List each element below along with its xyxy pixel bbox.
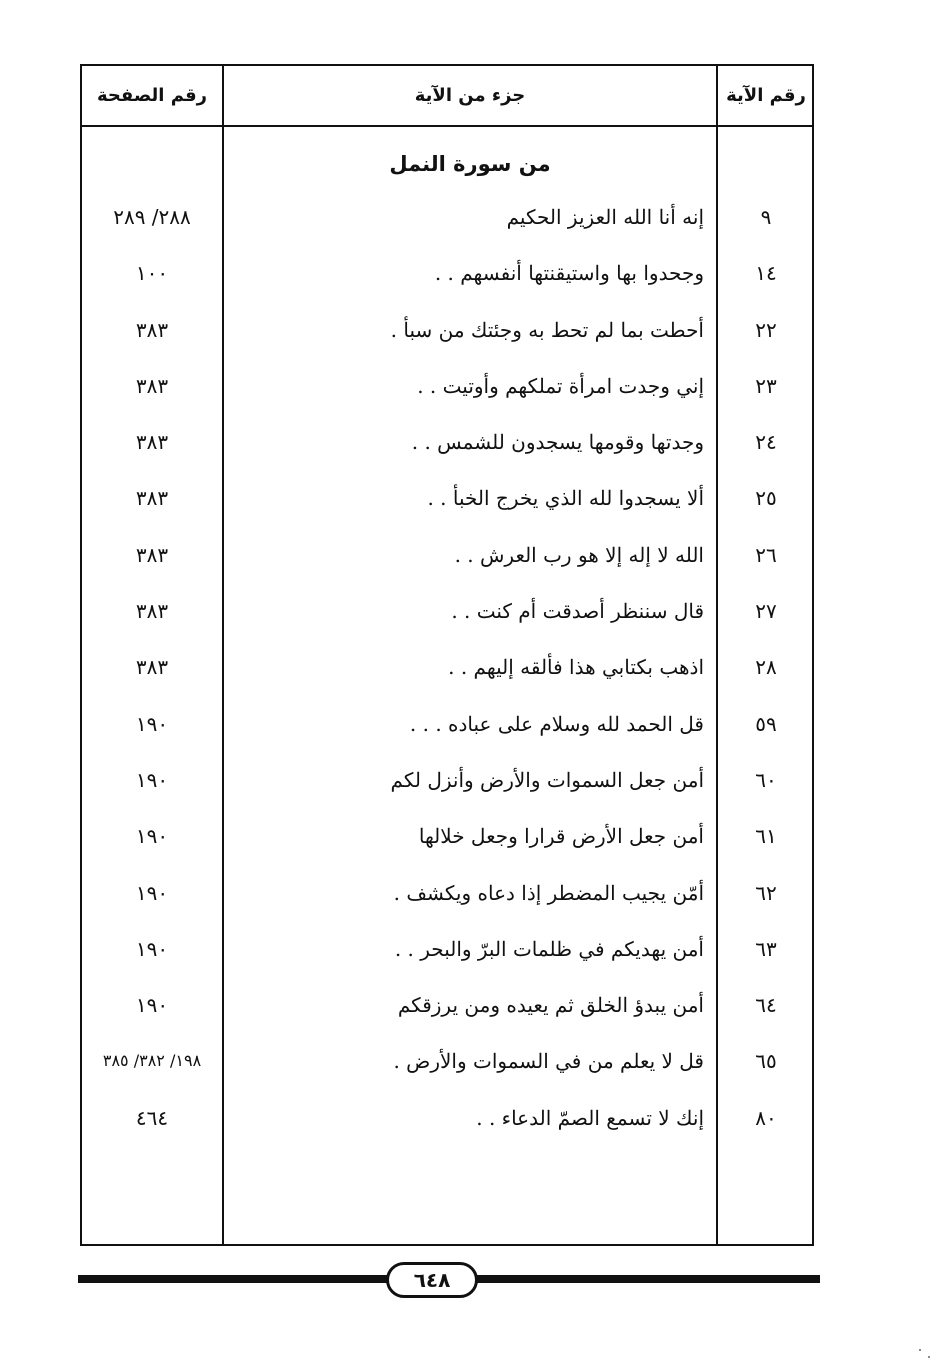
ayah-number: ٢٧ <box>755 599 777 624</box>
table-row <box>82 470 812 526</box>
ayah-number: ٦٤ <box>755 993 777 1018</box>
header-ayah-number: رقم الآية <box>726 85 806 106</box>
ayah-number: ١٤ <box>755 261 777 286</box>
ayah-number: ٢٣ <box>755 373 777 398</box>
ayah-number: ٢٦ <box>755 542 777 567</box>
ayah-number: ٦١ <box>755 824 777 849</box>
page-ref: ١٩٠ <box>135 993 169 1018</box>
ayah-text: وجدتها وقومها يسجدون للشمس . . <box>411 430 704 455</box>
footer-rule <box>78 1275 396 1283</box>
scan-speck <box>919 1349 921 1351</box>
surah-title: من سورة النمل <box>389 152 551 176</box>
page-ref: ٣٨٣ <box>135 655 169 680</box>
page-ref: ٣٨٣ <box>135 317 169 342</box>
page-number-badge: ٦٤٨ <box>386 1262 478 1298</box>
page-ref: ١٩٨/ ٣٨٢/ ٣٨٥ <box>102 1051 202 1071</box>
ayah-text: أمن يهديكم في ظلمات البرّ والبحر . . <box>394 936 704 961</box>
ayah-text: وجحدوا بها واستيقنتها أنفسهم . . <box>434 261 704 286</box>
ayah-number: ٢٥ <box>755 486 777 511</box>
ayah-text: أمن جعل الأرض قرارا وجعل خلالها <box>418 824 704 849</box>
ayah-text: قل لا يعلم من في السموات والأرض . <box>393 1049 704 1074</box>
table-row <box>82 1033 812 1089</box>
ayah-text: أمن جعل السموات والأرض وأنزل لكم <box>390 767 704 792</box>
table-row <box>82 527 812 583</box>
ayah-number: ٦٢ <box>755 880 777 905</box>
ayah-text: اذهب بكتابي هذا فألقه إليهم . . <box>448 655 704 680</box>
page-ref: ٣٨٣ <box>135 599 169 624</box>
table-row <box>82 358 812 414</box>
page-ref: ١٩٠ <box>135 711 169 736</box>
ayah-text: ألا يسجدوا لله الذي يخرج الخبأ . . <box>427 486 704 511</box>
table-row <box>82 752 812 808</box>
table-row <box>82 414 812 470</box>
page-ref: ١٩٠ <box>135 880 169 905</box>
index-table <box>80 64 814 1246</box>
table-row <box>82 583 812 639</box>
ayah-number: ٥٩ <box>755 711 777 736</box>
footer-rule <box>470 1275 820 1283</box>
page-ref: ٣٨٣ <box>135 486 169 511</box>
header-ayah-part: جزء من الآية <box>414 85 526 106</box>
table-row <box>82 921 812 977</box>
ayah-number: ٢٤ <box>755 430 777 455</box>
ayah-text: الله لا إله إلا هو رب العرش . . <box>454 542 704 567</box>
page-ref: ١٩٠ <box>135 936 169 961</box>
ayah-number: ٦٥ <box>755 1049 777 1074</box>
table-row <box>82 639 812 695</box>
ayah-number: ٢٨ <box>755 655 777 680</box>
table-body <box>82 189 812 1146</box>
table-row <box>82 1090 812 1146</box>
ayah-text: قال سننظر أصدقت أم كنت . . <box>451 599 704 624</box>
ayah-text: أمن يبدؤ الخلق ثم يعيده ومن يرزقكم <box>397 993 704 1018</box>
page-ref: ٤٦٤ <box>135 1105 169 1130</box>
table-row <box>82 302 812 358</box>
scan-speck <box>928 1356 930 1358</box>
table-row <box>82 865 812 921</box>
ayah-text: قل الحمد لله وسلام على عباده . . . <box>409 711 704 736</box>
ayah-text: أحطت بما لم تحط به وجئتك من سبأ . <box>390 317 704 342</box>
header-divider <box>82 125 812 127</box>
page-ref: ١٠٠ <box>135 261 169 286</box>
page-ref: ٣٨٣ <box>135 373 169 398</box>
ayah-number: ٩ <box>760 205 772 229</box>
page-ref: ٣٨٣ <box>135 430 169 455</box>
ayah-number: ٨٠ <box>755 1105 777 1130</box>
header-page-number: رقم الصفحة <box>96 85 208 106</box>
ayah-text: إنه أنا الله العزيز الحكيم <box>506 205 704 229</box>
page-ref: ٣٨٣ <box>135 542 169 567</box>
ayah-text: أمّن يجيب المضطر إذا دعاه ويكشف . <box>393 880 704 905</box>
page-ref: ١٩٠ <box>135 824 169 849</box>
table-row <box>82 189 812 245</box>
ayah-text: إنك لا تسمع الصمّ الدعاء . . <box>476 1105 704 1130</box>
table-row <box>82 808 812 864</box>
page-ref: ١٩٠ <box>135 767 169 792</box>
table-row <box>82 696 812 752</box>
page-ref: ٢٨٨/ ٢٨٩ <box>113 205 191 229</box>
ayah-number: ٦٣ <box>755 936 777 961</box>
table-row <box>82 245 812 301</box>
ayah-number: ٢٢ <box>755 317 777 342</box>
table-row <box>82 977 812 1033</box>
ayah-number: ٦٠ <box>755 767 777 792</box>
ayah-text: إني وجدت امرأة تملكهم وأوتيت . . <box>417 373 704 398</box>
